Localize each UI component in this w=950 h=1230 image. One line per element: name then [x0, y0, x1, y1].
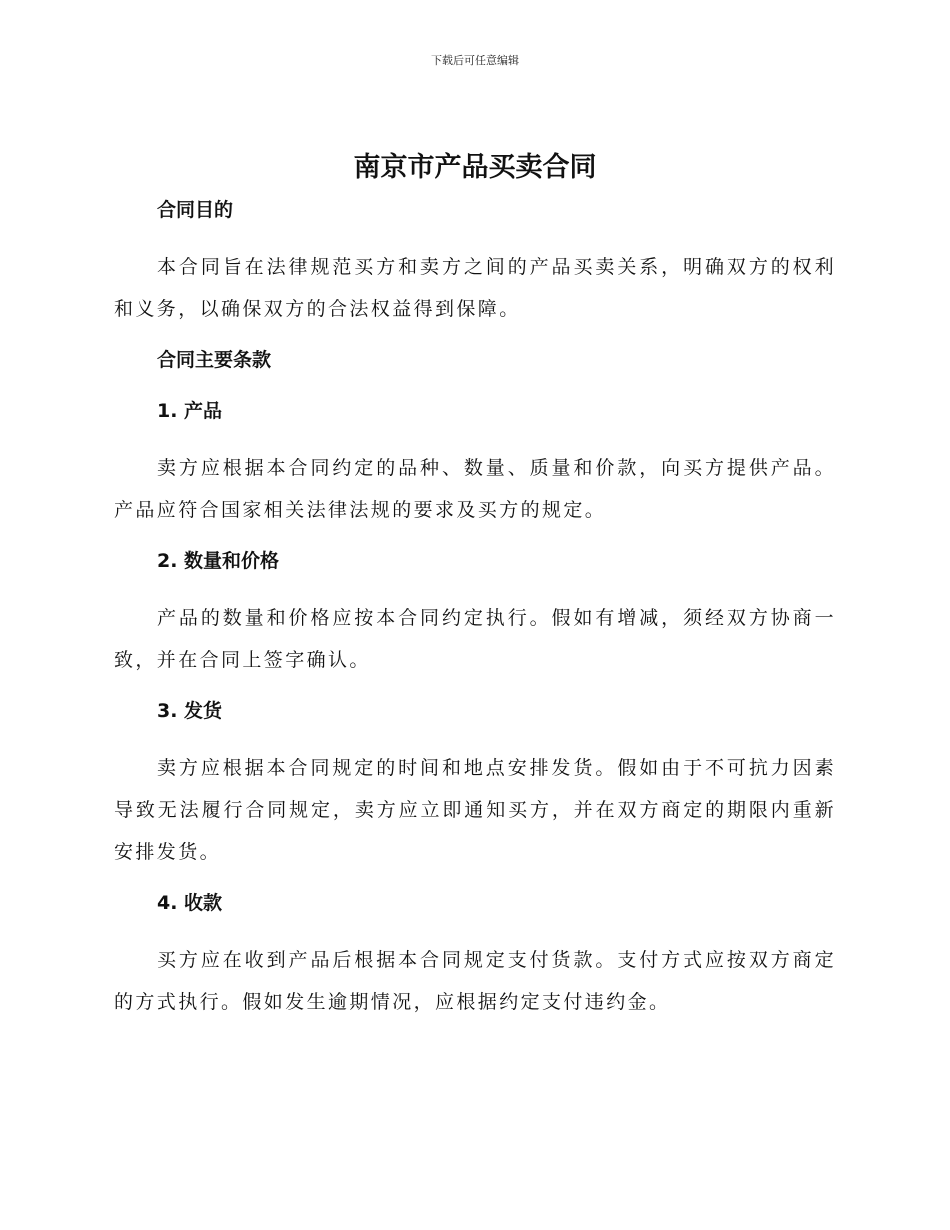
- section-heading-payment: 4. 收款: [157, 892, 223, 914]
- section-text-quantity-price: 产品的数量和价格应按本合同约定执行。假如有增减，须经双方协商一致，并在合同上签字确认。: [114, 607, 836, 671]
- section-text-shipping: 卖方应根据本合同规定的时间和地点安排发货。假如由于不可抗力因素导致无法履行合同规定，卖方应立即通知买方，并在双方商定的期限内重新安排发货。: [114, 757, 836, 863]
- document-body: [114, 195, 836, 1038]
- section-heading-main-terms: 合同主要条款: [157, 349, 272, 371]
- section-heading-quantity-price: 2. 数量和价格: [157, 550, 280, 572]
- section-text-purpose: 本合同旨在法律规范买方和卖方之间的产品买卖关系，明确双方的权利和义务，以确保双方的合法权益得到保障。: [114, 256, 836, 320]
- section-text-product: 卖方应根据本合同约定的品种、数量、质量和价款，向买方提供产品。产品应符合国家相关法律法规的要求及买方的规定。: [114, 457, 836, 521]
- section-heading-purpose: 合同目的: [157, 199, 234, 221]
- section-heading-shipping: 3. 发货: [157, 700, 223, 722]
- section-heading-product: 1. 产品: [157, 400, 223, 422]
- document-title: 南京市产品买卖合同: [353, 152, 597, 183]
- section-text-payment: 买方应在收到产品后根据本合同规定支付货款。支付方式应按双方商定的方式执行。假如发生逾期情况，应根据约定支付违约金。: [114, 949, 836, 1013]
- header-note: 下载后可任意编辑: [431, 54, 519, 67]
